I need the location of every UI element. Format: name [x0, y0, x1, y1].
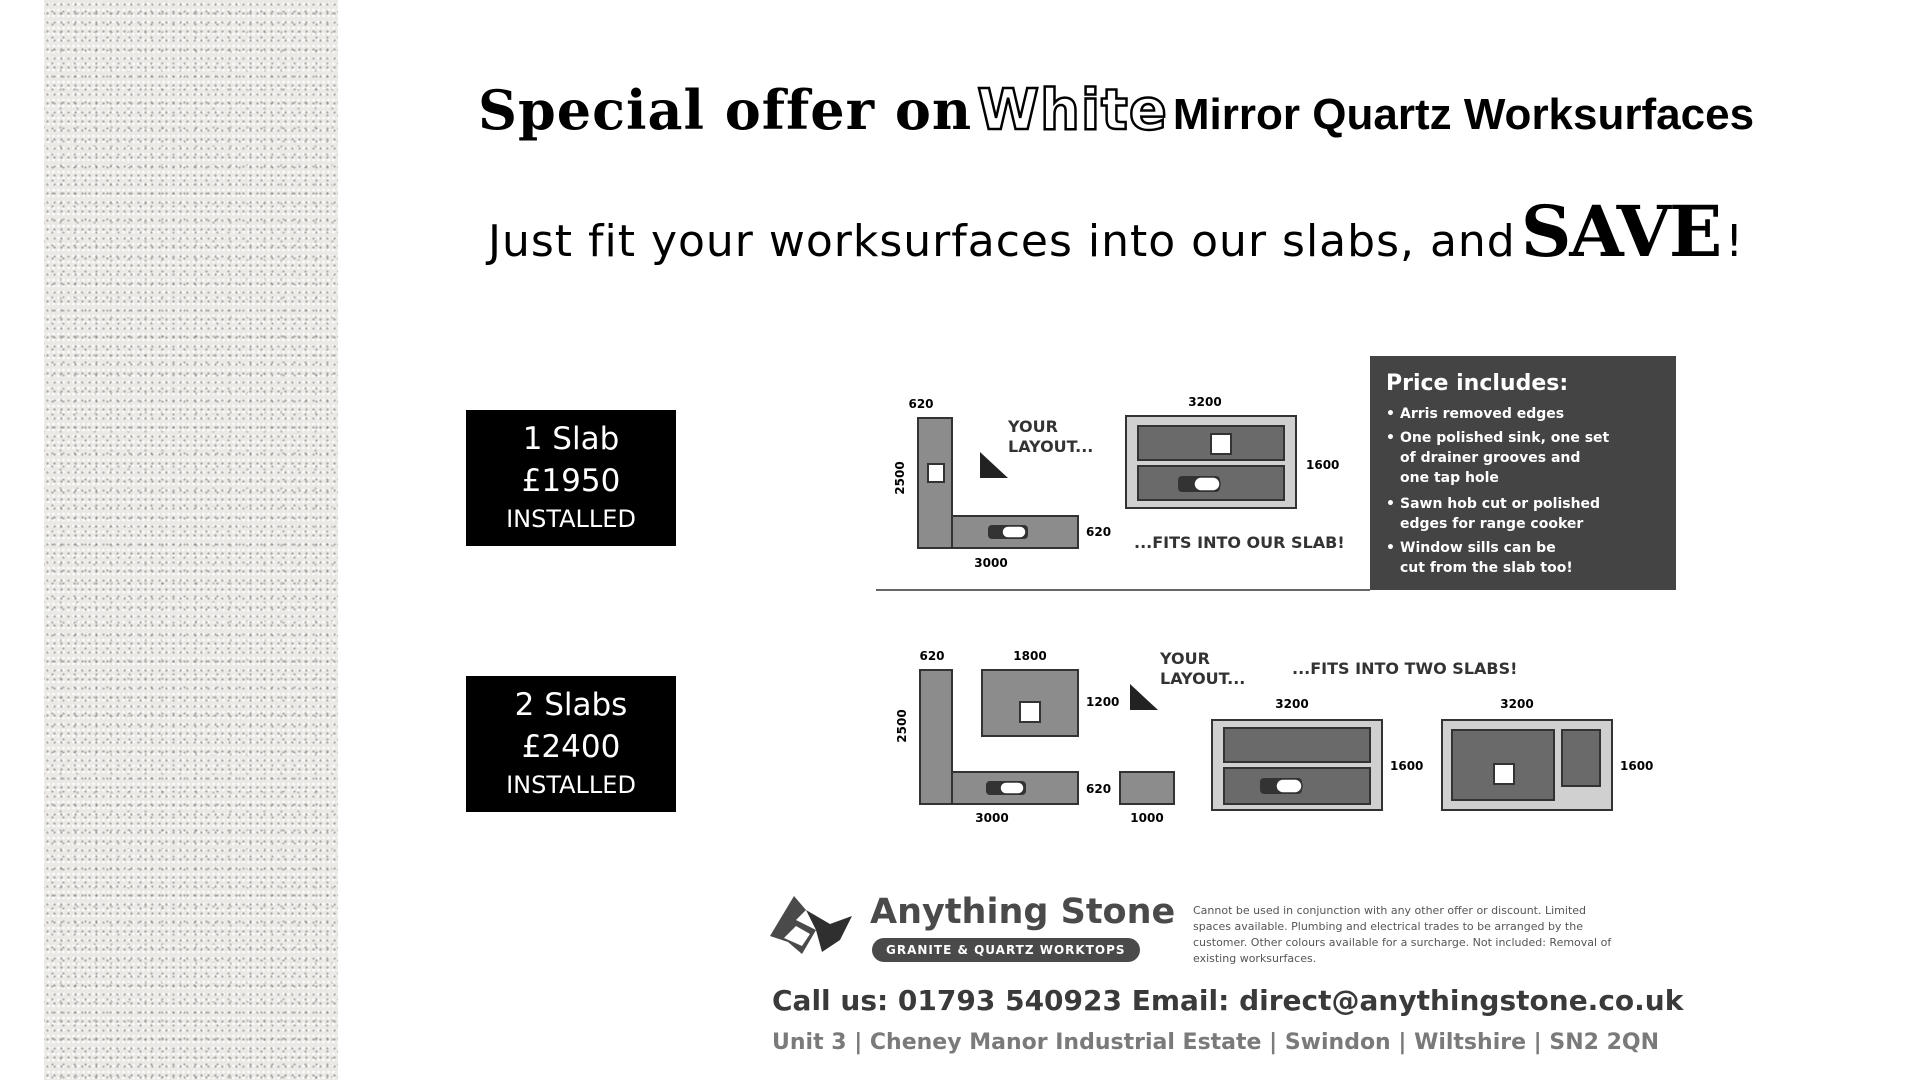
offer-one-slab [466, 410, 676, 546]
dim-label: 1600 [1620, 759, 1654, 773]
your-layout-label: YOUR [1008, 417, 1058, 436]
price-item-line: of drainer grooves and [1400, 450, 1581, 466]
dim-label: 1000 [1130, 811, 1164, 825]
offer-price: £1950 [521, 463, 621, 499]
worktop-left [920, 670, 952, 804]
sink-icon [1494, 764, 1514, 784]
arrow-triangle-icon [980, 452, 1008, 478]
single-slab-diagram [876, 356, 1676, 596]
bullet-dot: • [1386, 406, 1395, 422]
dim-label: 3000 [974, 556, 1008, 570]
brand-name: Anything Stone [870, 892, 1176, 932]
brand-tagline: GRANITE & QUARTZ WORKTOPS [872, 938, 1140, 962]
fits-label: ...FITS INTO OUR SLAB! [1134, 533, 1345, 552]
headline-part1: Special offer on [477, 78, 973, 142]
bullet-dot: • [1386, 496, 1395, 512]
hob-knob-icon [1002, 526, 1026, 538]
bullet-dot: • [1386, 540, 1395, 556]
hob-knob-icon [1000, 782, 1024, 794]
bullet-dot: • [1386, 430, 1395, 446]
subhead-save: SAVE [1520, 190, 1721, 273]
your-layout-label: LAYOUT... [1160, 669, 1246, 688]
page-headline [0, 78, 1920, 143]
offer-price: £2400 [521, 729, 621, 765]
headline-part3: Mirror Quartz Worksurfaces [1172, 90, 1755, 139]
dim-label: 1600 [1306, 458, 1340, 472]
price-item-line: Arris removed edges [1400, 406, 1565, 422]
offer-note: INSTALLED [506, 771, 636, 799]
dim-label: 620 [1086, 525, 1112, 539]
dim-label: 3200 [1188, 395, 1222, 409]
dim-label: 1800 [1013, 649, 1047, 663]
subhead-text: Just fit your worksurfaces into our slabs, and [487, 216, 1516, 267]
dim-label: 620 [908, 397, 934, 411]
offer-note: INSTALLED [506, 505, 636, 533]
address-line: Unit 3 | Cheney Manor Industrial Estate | Swindon | Wiltshire | SN2 2QN [772, 1030, 1660, 1055]
arrow-triangle-icon [1130, 684, 1158, 710]
your-layout-label: YOUR [1160, 649, 1210, 668]
slab-piece [1562, 730, 1600, 786]
page-subheading [0, 190, 1920, 273]
price-item-line: Window sills can be [1400, 540, 1556, 556]
dim-label: 3200 [1275, 697, 1309, 711]
dim-label: 1200 [1086, 695, 1120, 709]
price-item-line: One polished sink, one set [1400, 430, 1610, 446]
sink-icon [928, 464, 944, 482]
fits-label: ...FITS INTO TWO SLABS! [1292, 659, 1518, 678]
window-sill [1120, 772, 1174, 804]
dim-label: 2500 [893, 461, 907, 495]
price-includes-title: Price includes: [1386, 371, 1569, 396]
headline-white-word: White [977, 78, 1168, 143]
dim-label: 2500 [895, 709, 909, 743]
your-layout-label: LAYOUT... [1008, 437, 1094, 456]
dim-label: 620 [919, 649, 945, 663]
dim-label: 3200 [1500, 697, 1534, 711]
offer-slab-count: 1 Slab [522, 421, 620, 457]
offer-two-slabs [466, 676, 676, 812]
two-slab-diagram [876, 640, 1676, 830]
subhead-exclaim: ! [1725, 216, 1745, 267]
disclaimer-text: Cannot be used in conjunction with any other offer or discount. Limited spaces available. Plumbing and electrical trades to be arranged by the customer. Other colours available for a surcharge. Not included: Removal of existing worksurfaces. [1193, 904, 1612, 965]
price-item-line: one tap hole [1400, 470, 1499, 486]
stone-texture-strip [44, 0, 338, 1080]
hob-knob-icon [1194, 477, 1220, 491]
price-item-line: cut from the slab too! [1400, 560, 1573, 576]
dim-label: 1600 [1390, 759, 1424, 773]
sink-icon [1211, 434, 1231, 454]
contact-line: Call us: 01793 540923 Email: direct@anythingstone.co.uk [772, 984, 1684, 1017]
hob-knob-icon [1276, 779, 1302, 793]
anything-stone-logo-icon [766, 880, 858, 960]
dim-label: 620 [1086, 782, 1112, 796]
sink-icon [1020, 702, 1040, 722]
price-item-line: edges for range cooker [1400, 516, 1584, 532]
slab-piece [1224, 728, 1370, 762]
dim-label: 3000 [975, 811, 1009, 825]
offer-slab-count: 2 Slabs [514, 687, 628, 723]
price-item-line: Sawn hob cut or polished [1400, 496, 1601, 512]
